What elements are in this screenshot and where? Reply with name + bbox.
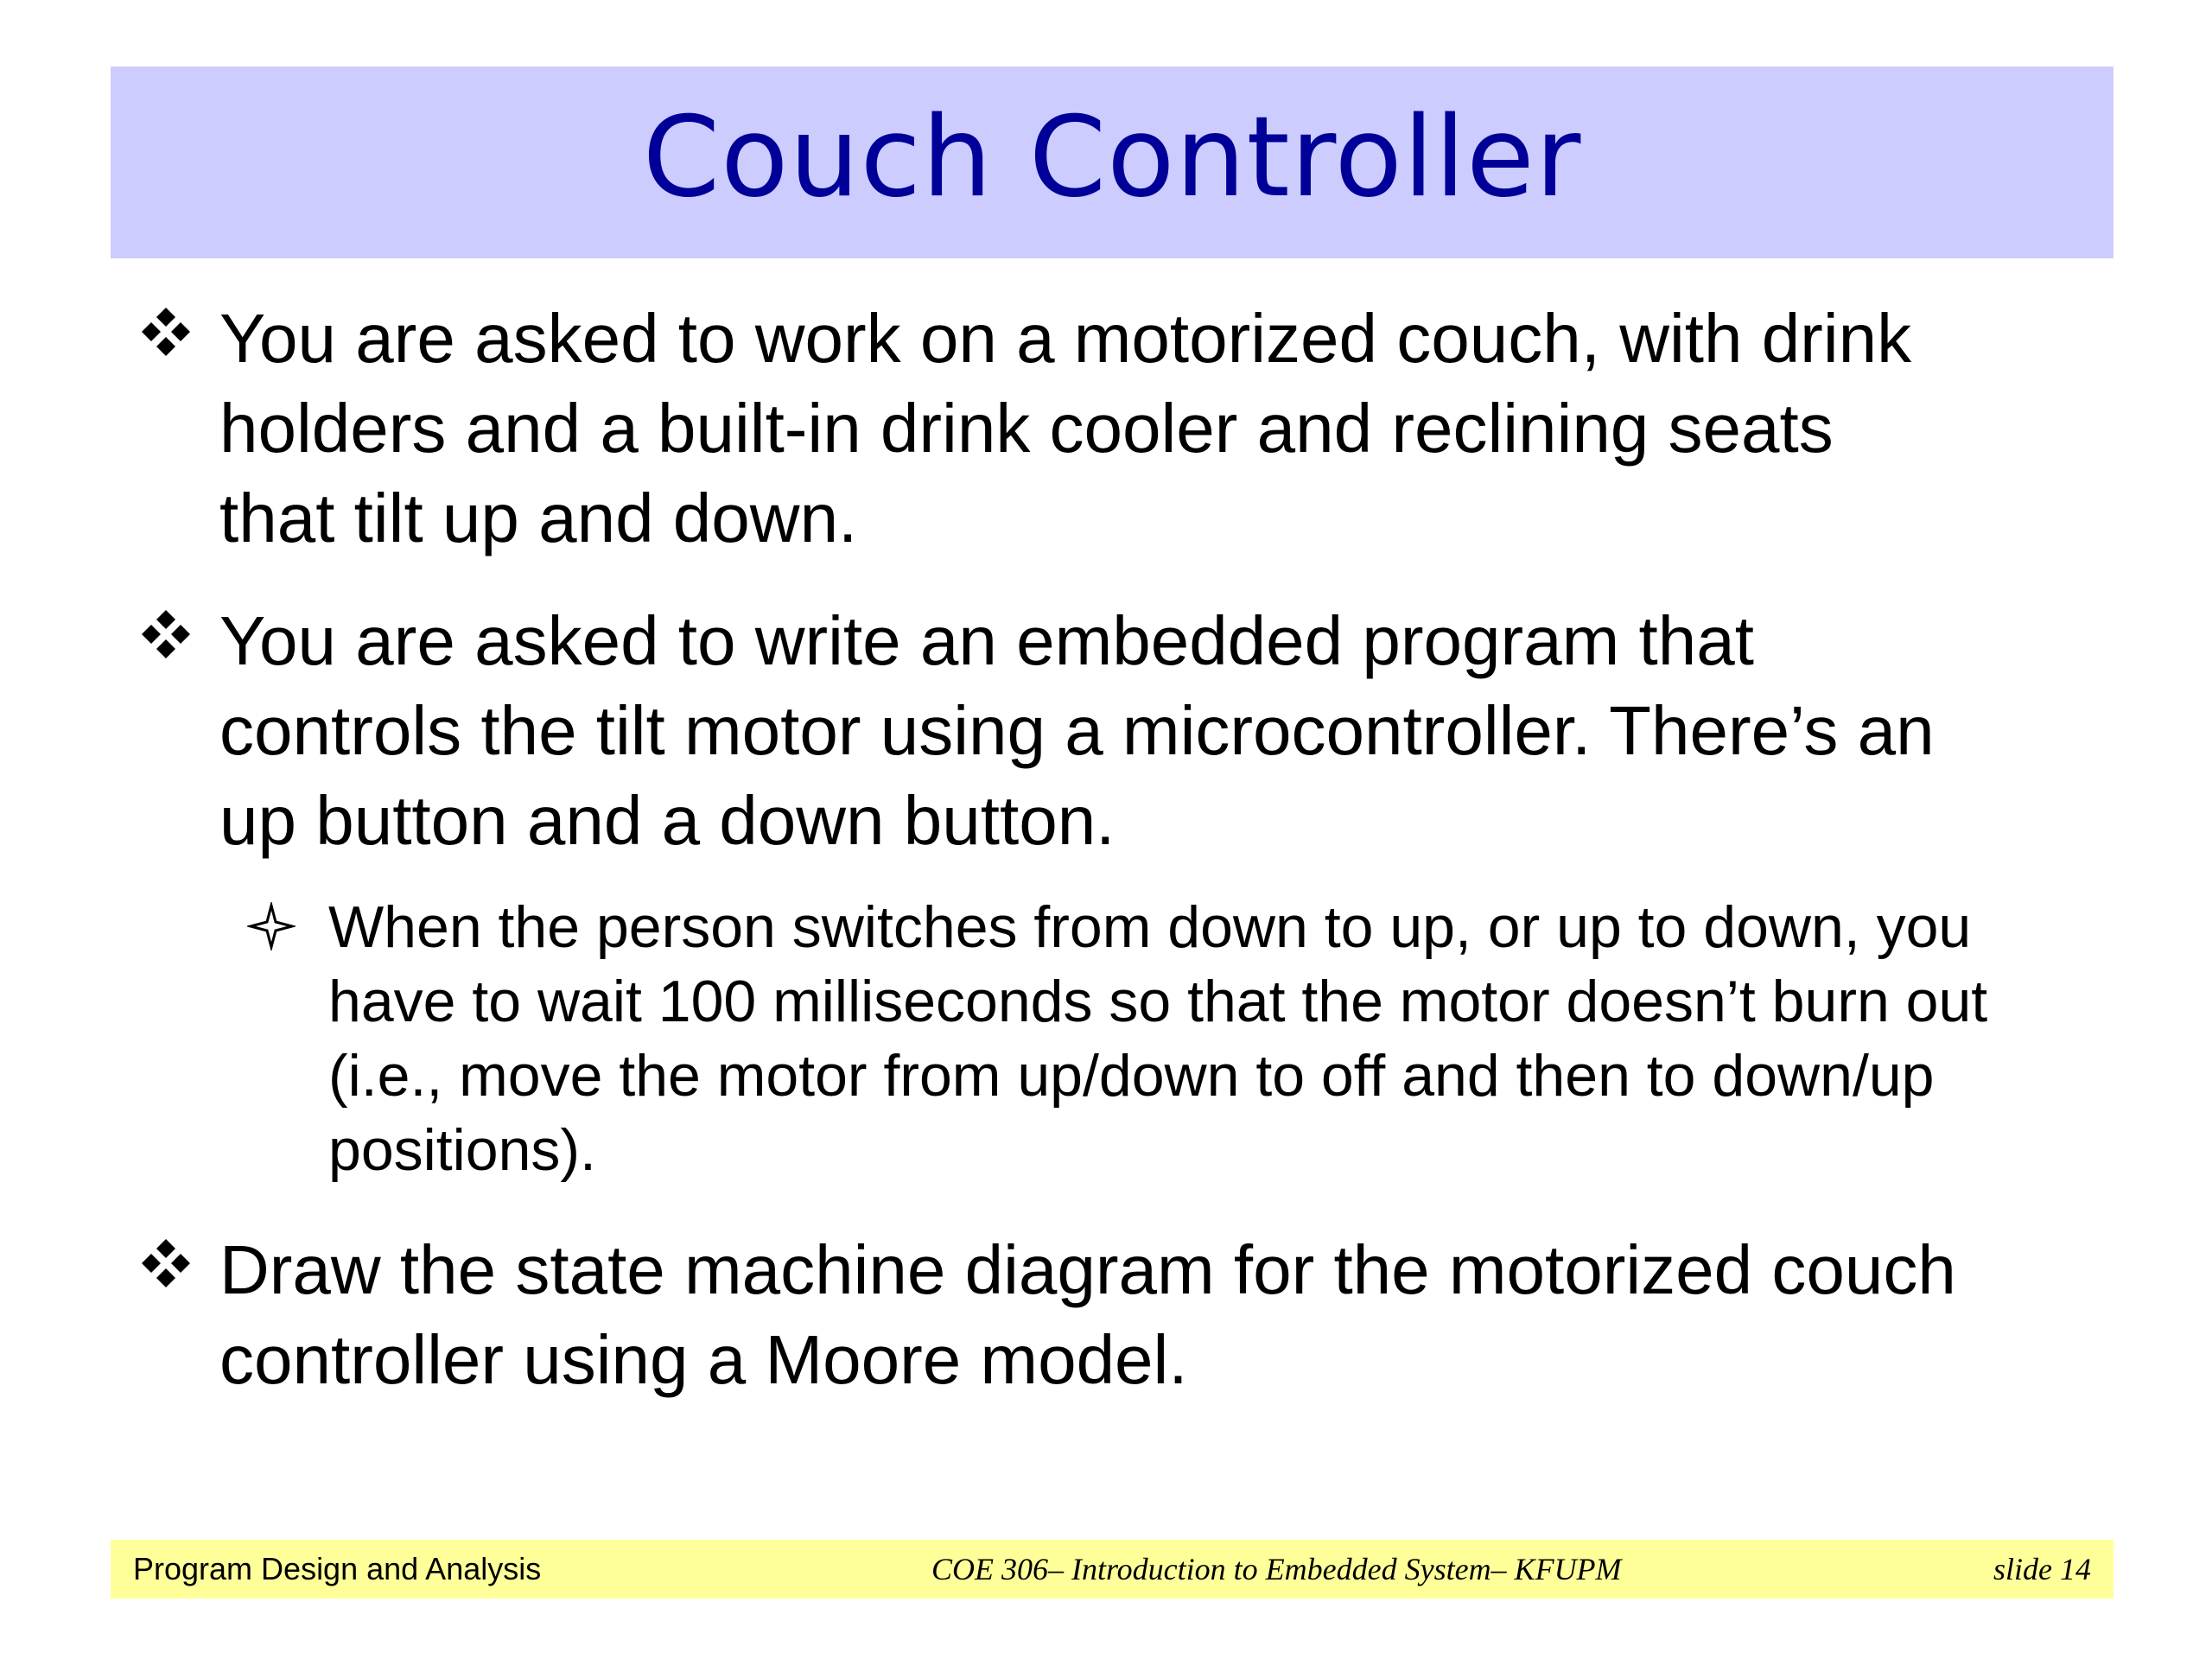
- bullet-2-text: [219, 596, 2155, 866]
- sub-bullet-1-line-2: have to wait 100 milliseconds so that the motor doesn’t burn out: [328, 969, 1988, 1034]
- bullet-1-text: [219, 294, 2155, 563]
- bullet-1-line-1: You are asked to work on a motorized couch, with drink: [219, 300, 1912, 377]
- bullet-2-line-1: You are asked to write an embedded program that: [219, 602, 1754, 679]
- bullet-3-text: [219, 1225, 2155, 1405]
- footer-course-topic: Program Design and Analysis: [133, 1551, 542, 1586]
- bullet-3-line-1: Draw the state machine diagram for the motorized couch: [219, 1231, 1956, 1308]
- four-diamond-bullet-icon: [138, 607, 194, 662]
- slide-title: Couch Controller: [642, 93, 1582, 222]
- sub-bullet-1-text: [328, 890, 2091, 1187]
- four-point-star-bullet-icon: [247, 902, 296, 950]
- slide-footer: [111, 1540, 2113, 1599]
- bullet-1-line-2: holders and a built-in drink cooler and reclining seats: [219, 390, 1834, 467]
- bullet-2-line-3: up button and a down button.: [219, 782, 1116, 859]
- footer-course-name: COE 306– Introduction to Embedded System– KFUPM: [931, 1552, 1622, 1586]
- four-diamond-bullet-icon: [138, 1236, 194, 1291]
- footer-slide-number: slide 14: [1993, 1552, 2091, 1586]
- sub-bullet-1-line-1: When the person switches from down to up, or up to down, you: [328, 894, 1972, 960]
- sub-bullet-1-line-3: (i.e., move the motor from up/down to off and then to down/up: [328, 1043, 1935, 1109]
- bullet-2-line-2: controls the tilt motor using a microcontroller. There’s an: [219, 692, 1935, 769]
- four-diamond-bullet-icon: [138, 304, 194, 359]
- bullet-3-line-2: controller using a Moore model.: [219, 1321, 1188, 1398]
- sub-bullet-1-line-4: positions).: [328, 1117, 596, 1183]
- bullet-1-line-3: that tilt up and down.: [219, 480, 858, 556]
